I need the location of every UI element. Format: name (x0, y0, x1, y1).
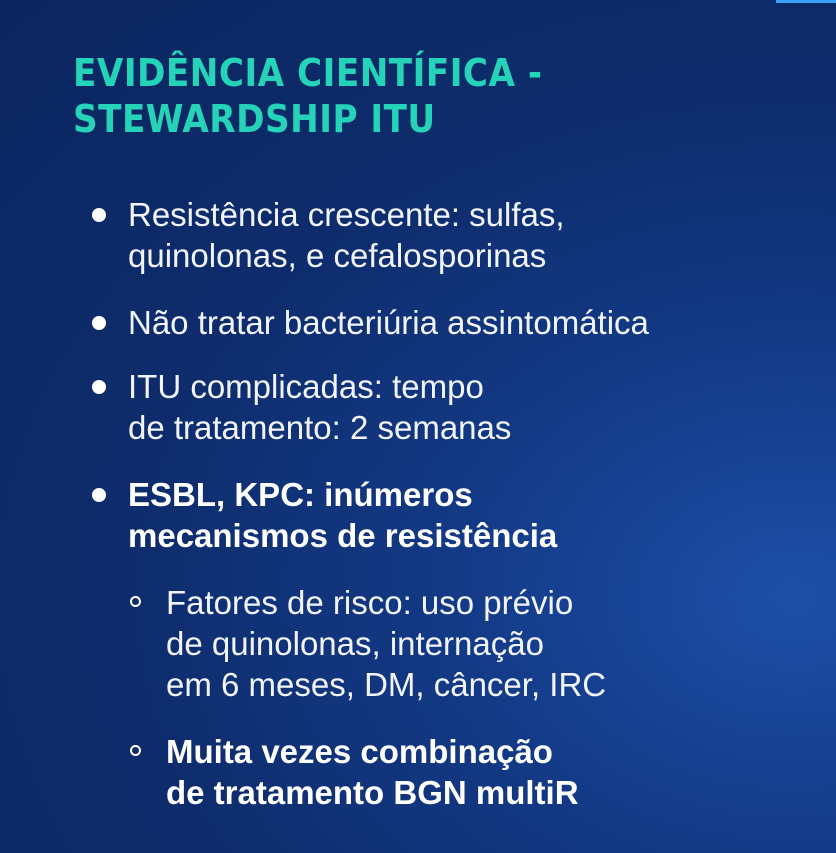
bullet-line: Não tratar bacteriúria assintomática (128, 304, 649, 341)
sub-bullet-line: em 6 meses, DM, câncer, IRC (166, 666, 607, 703)
sub-bullet-line: de tratamento BGN multiR (166, 774, 579, 811)
slide-title-line-2: STEWARDSHIP ITU (73, 97, 436, 141)
bullet-line: quinolonas, e cefalosporinas (128, 237, 547, 274)
sub-bullet-item-fatores-risco (166, 582, 606, 705)
bullet-line: ESBL, KPC: inúmeros (128, 476, 473, 513)
bullet-line: Resistência crescente: sulfas, (128, 196, 565, 233)
bullet-line: mecanismos de resistência (128, 517, 558, 554)
bullet-item-resistencia (128, 194, 565, 276)
bullet-line: ITU complicadas: tempo (128, 368, 484, 405)
sub-bullet-line: Fatores de risco: uso prévio (166, 584, 574, 621)
bullet-item-esbl-kpc (128, 474, 557, 556)
sub-bullet-circle-icon (130, 745, 141, 756)
sub-bullet-line: Muita vezes combinação (166, 733, 553, 770)
bullet-line: de tratamento: 2 semanas (128, 409, 512, 446)
slide-title-line-1: EVIDÊNCIA CIENTÍFICA - (73, 51, 543, 95)
bullet-dot-icon (92, 208, 106, 222)
bullet-item-itu-complicadas (128, 366, 511, 448)
bullet-dot-icon (92, 380, 106, 394)
bullet-dot-icon (92, 488, 106, 502)
sub-bullet-item-combinacao (166, 731, 579, 813)
bullet-item-bacteriuria (128, 302, 649, 343)
sub-bullet-circle-icon (130, 596, 141, 607)
sub-bullet-line: de quinolonas, internação (166, 625, 544, 662)
bullet-dot-icon (92, 316, 106, 330)
